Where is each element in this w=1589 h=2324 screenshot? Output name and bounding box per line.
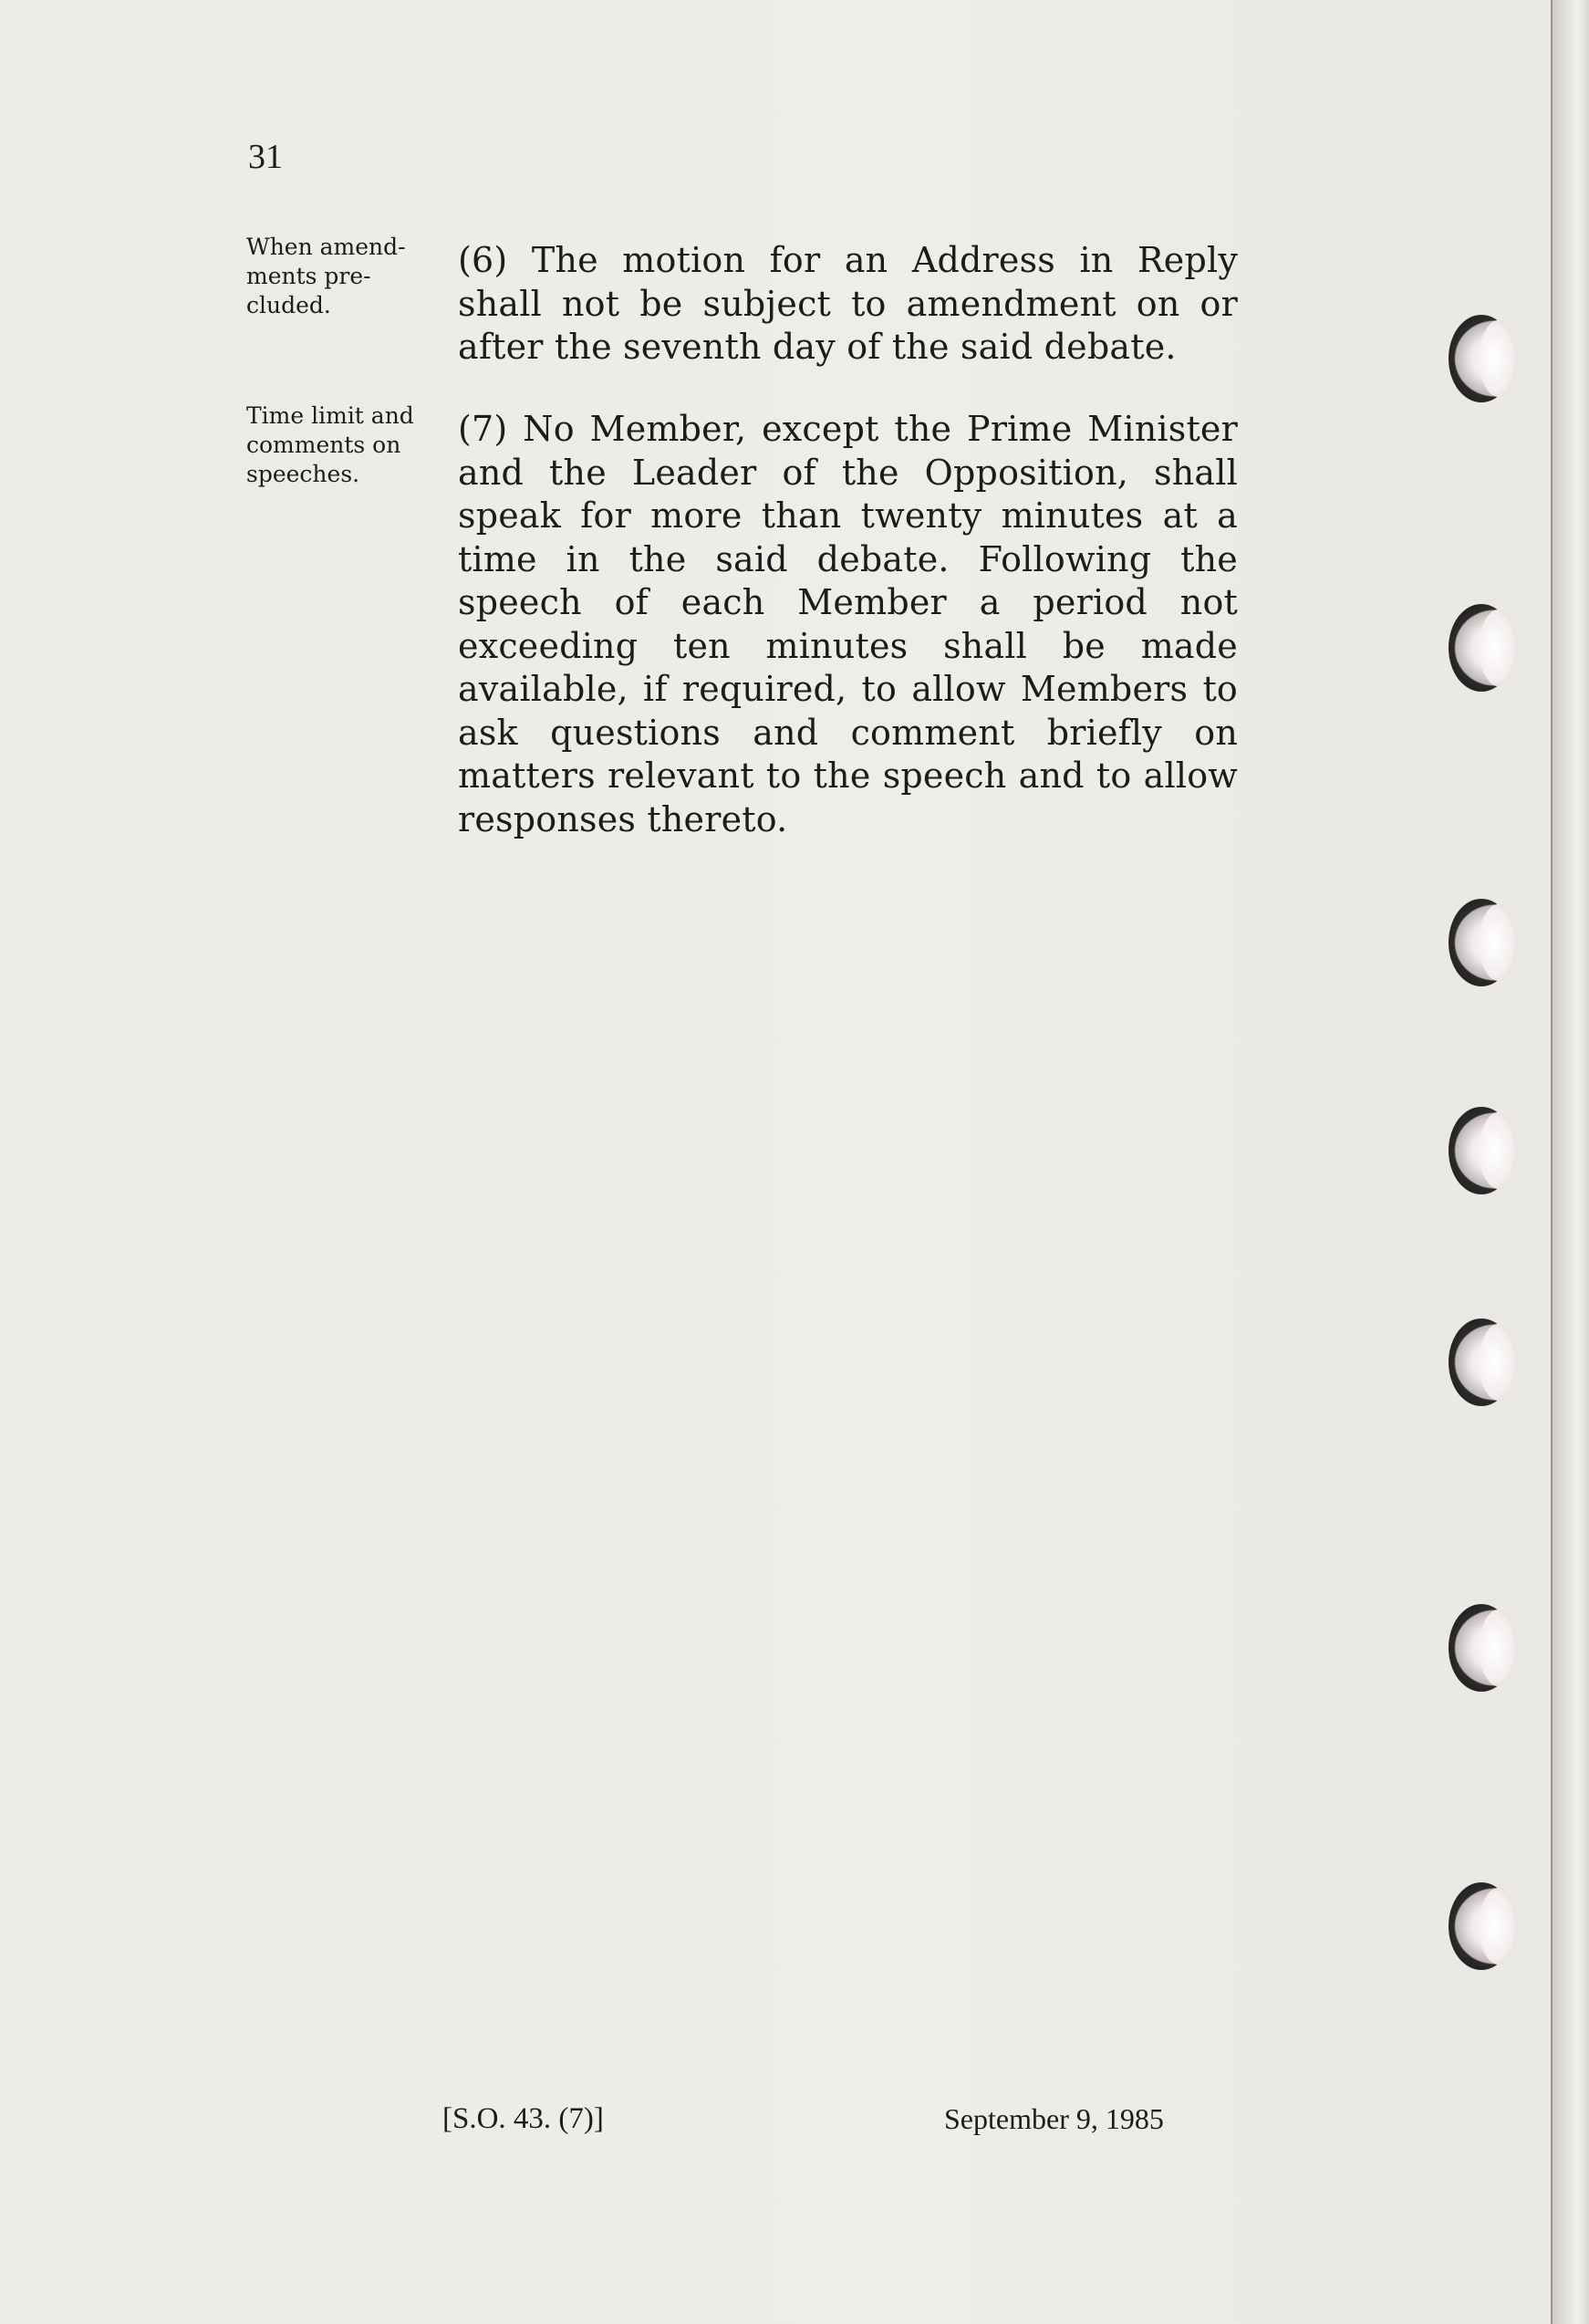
punch-hole (1449, 1107, 1514, 1194)
footer-date: September 9, 1985 (944, 2102, 1164, 2135)
paragraph-7-text: (7) No Member, except the Prime Minister and the Leader of the Opposition, shall speak for more than twenty minutes at a time in the said debate. Following the speech of each Member a period not exceeding ten minutes shall be made available, if required, to allow Members to ask questions and comment briefly on matters relevant to the speech and to allow responses thereto. (458, 409, 1238, 839)
page-number: 31 (248, 138, 283, 176)
paragraph-6-text: (6) The motion for an Address in Reply shall not be subject to amendment on or after the seventh day of the said debate. (458, 240, 1238, 367)
punch-hole (1449, 1882, 1514, 1970)
binder-edge (1551, 0, 1589, 2324)
punch-hole (1449, 899, 1514, 986)
paragraph-6 (458, 239, 1238, 370)
punch-hole (1449, 604, 1514, 692)
punch-hole (1449, 1604, 1514, 1692)
punch-hole (1449, 1318, 1514, 1406)
paragraph-7 (458, 408, 1238, 841)
margin-note-time-limit: Time limit and comments on speeches. (246, 402, 414, 487)
margin-note-amendments: When amend- ments pre- cluded. (246, 234, 406, 318)
standing-order-reference: [S.O. 43. (7)] (442, 2102, 604, 2135)
punch-hole (1449, 315, 1514, 402)
